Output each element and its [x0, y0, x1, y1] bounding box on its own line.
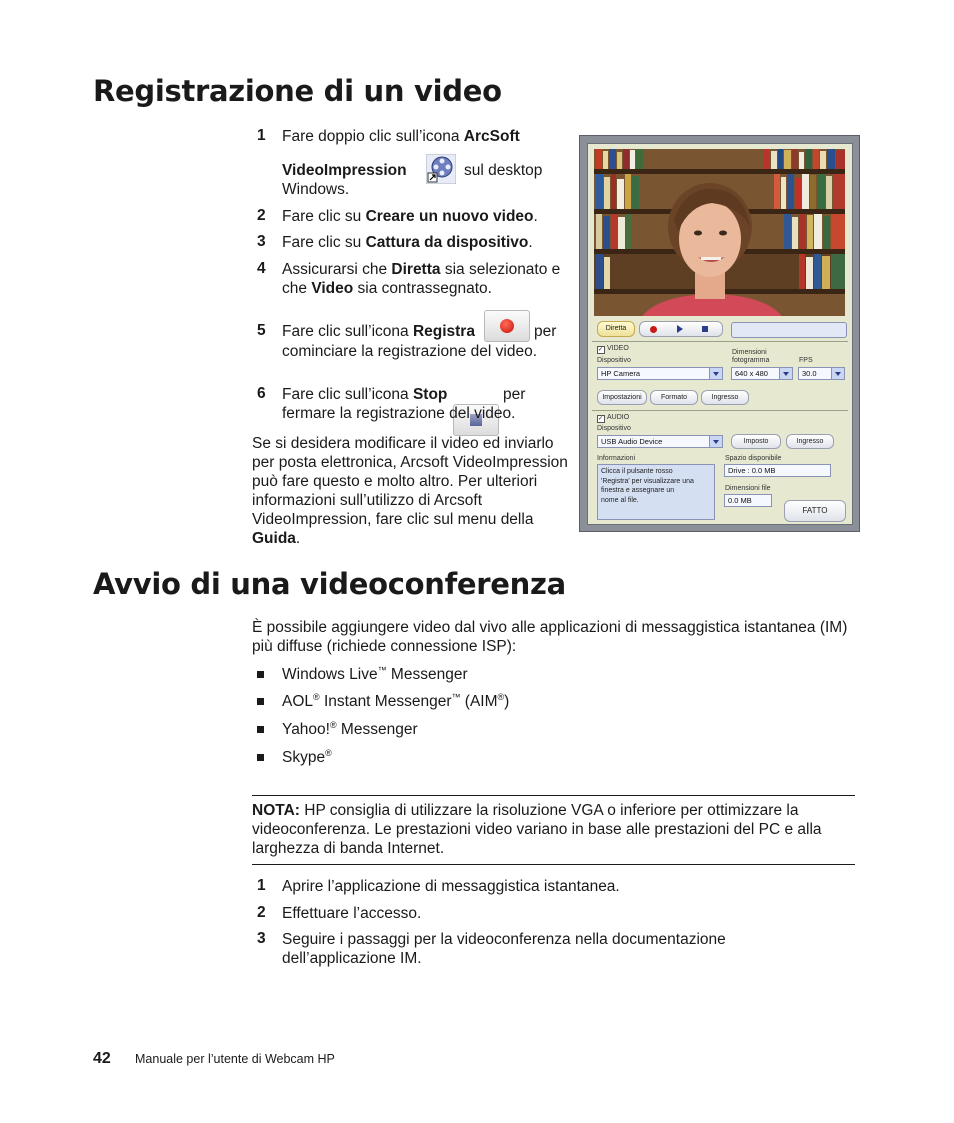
capture-panel — [587, 143, 853, 525]
file-size-value: 0.0 MB — [724, 494, 772, 507]
audio-settings-button[interactable] — [731, 434, 781, 449]
registered-mark: ® — [325, 747, 332, 758]
video-input-label: Ingresso — [711, 394, 739, 401]
step-text — [282, 279, 492, 298]
step-text-plain: Fare clic su — [282, 234, 366, 251]
play-icon[interactable] — [677, 325, 683, 333]
step-number: 5 — [257, 322, 266, 339]
step-text — [282, 180, 349, 199]
im-app-item — [282, 692, 509, 711]
video-settings-label: Impostazioni — [602, 394, 642, 401]
audio-device-select[interactable] — [597, 435, 723, 448]
step-text-bold: Registra — [412, 323, 475, 340]
step-text — [282, 385, 447, 404]
available-space-label: Spazio disponibile — [725, 455, 782, 462]
im-app-name: Instant Messenger — [319, 693, 452, 710]
chevron-down-icon — [709, 368, 722, 379]
device-label: Dispositivo — [597, 357, 631, 364]
stop-icon[interactable] — [702, 326, 708, 332]
filename-field[interactable] — [731, 322, 847, 338]
done-button[interactable] — [784, 500, 846, 522]
diretta-label: Diretta — [605, 325, 627, 332]
info-text-line: finestra e assegnare un — [601, 487, 675, 494]
registered-mark: ® — [313, 691, 320, 702]
paragraph-line — [252, 801, 822, 820]
done-label: FATTO — [802, 506, 828, 515]
paragraph-line: Se si desidera modificare il video ed inviarlo — [252, 435, 554, 452]
note-top-rule — [252, 795, 855, 796]
paragraph-punct: . — [295, 530, 301, 547]
guida-menu-link[interactable]: Guida — [252, 530, 296, 547]
im-app-name: Windows Live — [282, 666, 378, 683]
record-icon[interactable] — [650, 326, 657, 333]
chevron-down-icon — [779, 368, 792, 379]
audio-settings-label: Imposto — [743, 438, 769, 445]
step-text — [282, 404, 515, 423]
note-block — [252, 801, 822, 858]
step-text-bold: Video — [311, 280, 354, 297]
video-settings-button[interactable] — [597, 390, 647, 405]
step-text-plain: Fare clic sull’icona — [282, 386, 413, 403]
videoimpression-window — [579, 135, 860, 532]
manual-title: Manuale per l’utente di Webcam HP — [135, 1052, 335, 1066]
audio-device-label: Dispositivo — [597, 425, 631, 432]
registered-mark: ® — [497, 691, 505, 702]
im-app-name: Messenger — [386, 666, 468, 683]
audio-section-label: AUDIO — [607, 414, 630, 421]
bullet-icon — [257, 671, 264, 678]
trademark-mark: ™ — [377, 664, 387, 675]
fps-label: FPS — [799, 357, 813, 364]
step-text-plain: Fare clic su — [282, 208, 366, 225]
videoimpression-paragraph — [252, 434, 572, 548]
fps-select[interactable] — [798, 367, 845, 380]
registered-mark: ® — [329, 719, 337, 730]
step-text — [282, 161, 407, 180]
step-text-bold: ArcSoft — [463, 128, 520, 145]
paragraph-line — [252, 529, 572, 548]
step-number: 4 — [257, 260, 266, 277]
note-label: NOTA: — [252, 802, 300, 819]
paragraph-line: videoconferenza. Le prestazioni video variano in base alle prestazioni del PC e alla — [252, 821, 822, 838]
step-text — [282, 322, 475, 341]
step-text: Effettuare l’accesso. — [282, 905, 422, 922]
videoimpression-app-icon[interactable] — [426, 154, 456, 184]
step-text: Aprire l’applicazione di messaggistica istantanea. — [282, 878, 620, 895]
page-number: 42 — [93, 1050, 111, 1067]
record-button-icon[interactable] — [484, 310, 530, 342]
step-text: dell’applicazione IM. — [282, 950, 422, 967]
section-title-videoconference: Avvio di una videoconferenza — [93, 567, 566, 601]
step-text — [503, 385, 525, 404]
intro-paragraph — [252, 618, 847, 656]
video-input-button[interactable] — [701, 390, 749, 405]
step-number: 2 — [257, 904, 266, 921]
step-text-plain: fermare la registrazione del video. — [282, 405, 516, 422]
bullet-icon — [257, 726, 264, 733]
im-app-name: Skype — [282, 749, 326, 766]
divider — [592, 341, 848, 342]
step-number: 3 — [257, 930, 266, 947]
step-number: 1 — [257, 877, 266, 894]
step-text-plain: Windows. — [282, 181, 350, 198]
im-app-name: Yahoo! — [282, 721, 330, 738]
step-text — [282, 342, 537, 361]
bullet-icon — [257, 698, 264, 705]
step-text — [282, 207, 538, 226]
available-space-value: Drive : 0.0 MB — [724, 464, 831, 477]
note-bottom-rule — [252, 864, 855, 865]
frame-size-select[interactable] — [731, 367, 793, 380]
step-number: 6 — [257, 385, 266, 402]
frame-size-label-2: fotogramma — [732, 357, 770, 364]
step-text-plain: per — [503, 386, 526, 403]
step-text — [534, 322, 556, 341]
im-app-name: (AIM — [460, 693, 498, 710]
step-text-plain: cominciare la registrazione del video. — [282, 343, 538, 360]
im-app-item — [282, 748, 332, 767]
paragraph-line: può fare questo e molto altro. Per ulteriori — [252, 473, 538, 490]
im-app-name: Messenger — [336, 721, 418, 738]
step-text-plain: sul desktop — [464, 162, 543, 179]
section-title-recording: Registrazione di un video — [93, 74, 502, 108]
step-text-bold: Stop — [412, 386, 448, 403]
step-text — [464, 161, 542, 180]
step-text-plain: Fare clic sull’icona — [282, 323, 413, 340]
step-text-plain: . — [533, 208, 538, 225]
video-device-select[interactable] — [597, 367, 723, 380]
step-text-plain: . — [528, 234, 533, 251]
im-app-item — [282, 720, 418, 739]
paragraph-line: per posta elettronica, Arcsoft VideoImpression — [252, 454, 568, 471]
audio-device-value: USB Audio Device — [601, 437, 663, 446]
audio-checkbox[interactable]: ✓ — [598, 416, 604, 422]
audio-input-button[interactable] — [786, 434, 834, 449]
record-dot-icon — [500, 319, 514, 333]
step-text-bold: VideoImpression — [282, 162, 407, 179]
trademark-mark: ™ — [451, 691, 461, 702]
info-text-line: 'Registra' per visualizzare una — [601, 477, 694, 485]
step-text-plain: Assicurarsi che — [282, 261, 392, 278]
frame-size-label: Dimensioni — [732, 349, 767, 356]
im-app-item — [282, 665, 468, 684]
step-text: Seguire i passaggi per la videoconferenza nella documentazione — [282, 931, 726, 948]
step-number: 1 — [257, 127, 266, 144]
format-button[interactable] — [650, 390, 698, 405]
audio-input-label: Ingresso — [796, 438, 824, 445]
diretta-toggle[interactable] — [597, 321, 635, 337]
info-label: Informazioni — [597, 455, 636, 462]
paragraph-line: VideoImpression, fare clic sul menu della — [252, 511, 534, 528]
paragraph-line: informazioni sull’utilizzo di Arcsoft — [252, 492, 483, 509]
info-text-line: nome al file. — [601, 496, 639, 504]
step-text-bold: Diretta — [391, 261, 441, 278]
format-label: Formato — [660, 394, 688, 401]
step-text-bold: Creare un nuovo video — [365, 208, 534, 225]
step-text-bold: Cattura da dispositivo — [365, 234, 529, 251]
step-number: 3 — [257, 233, 266, 250]
file-size-label: Dimensioni file — [725, 485, 771, 492]
step-text-plain: Fare doppio clic sull’icona — [282, 128, 464, 145]
chevron-down-icon — [831, 368, 844, 379]
info-text-line: Clicca il pulsante rosso — [601, 468, 673, 475]
divider — [592, 410, 848, 411]
step-text — [282, 127, 562, 146]
fps-value: 30.0 — [802, 369, 817, 378]
step-number: 2 — [257, 207, 266, 224]
step-text-plain: per — [534, 323, 557, 340]
im-app-name: AOL — [282, 693, 314, 710]
im-app-name: ) — [504, 693, 510, 710]
step-text-plain: sia selezionato e — [440, 261, 561, 278]
step-text — [282, 260, 560, 279]
step-text-plain: che — [282, 280, 312, 297]
video-checkbox[interactable]: ✓ — [598, 347, 604, 353]
video-device-value: HP Camera — [601, 369, 641, 378]
step-text-plain: sia contrassegnato. — [353, 280, 492, 297]
frame-size-value: 640 x 480 — [735, 369, 768, 378]
transport-controls — [639, 321, 723, 337]
info-box — [597, 464, 715, 520]
bullet-icon — [257, 754, 264, 761]
note-text: HP consiglia di utilizzare la risoluzione VGA o inferiore per ottimizzare la — [299, 802, 799, 819]
video-section-label: VIDEO — [607, 345, 629, 352]
paragraph-line: più diffuse (richiede connessione ISP): — [252, 638, 517, 655]
paragraph-line: larghezza di banda Internet. — [252, 840, 445, 857]
step-text — [282, 233, 533, 252]
video-preview — [594, 149, 845, 316]
paragraph-line: È possibile aggiungere video dal vivo alle applicazioni di messaggistica istantanea (IM) — [252, 619, 848, 636]
chevron-down-icon — [709, 436, 722, 447]
